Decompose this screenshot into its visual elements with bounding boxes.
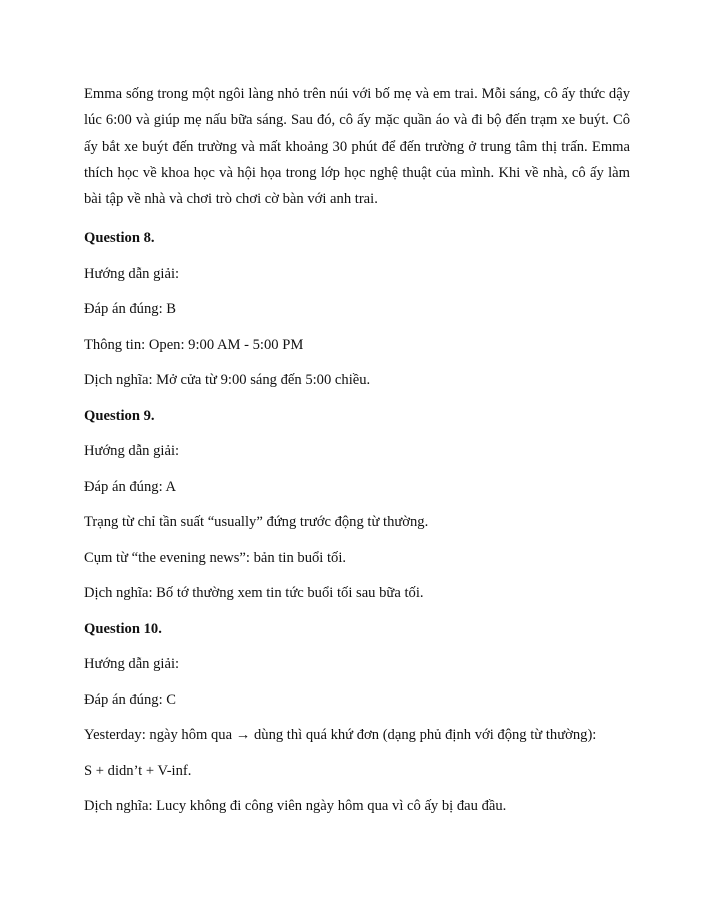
question-10-note-tense: Yesterday: ngày hôm qua → dùng thì quá khứ đơn (dạng phủ định với động từ thường): [84, 727, 597, 744]
question-10-translation: Dịch nghĩa: Lucy không đi công viên ngày hôm qua vì cô ấy bị đau đầu. [84, 798, 507, 815]
question-8-info: Thông tin: Open: 9:00 AM - 5:00 PM [84, 336, 304, 353]
question-10-note-formula: S + didn’t + V-inf. [84, 762, 192, 779]
question-10-guide: Hướng dẫn giải: [84, 656, 180, 673]
question-8-translation: Dịch nghĩa: Mở cửa từ 9:00 sáng đến 5:00 chiều. [84, 372, 371, 389]
question-9-translation: Dịch nghĩa: Bố tớ thường xem tin tức buổi tối sau bữa tối. [84, 585, 424, 602]
question-10-answer: Đáp án đúng: C [84, 691, 177, 708]
question-9-note-adverb: Trạng từ chỉ tần suất “usually” đứng trước động từ thường. [84, 514, 429, 531]
question-9-guide: Hướng dẫn giải: [84, 443, 180, 460]
question-10-heading: Question 10. [84, 620, 162, 637]
question-8-answer: Đáp án đúng: B [84, 301, 177, 318]
question-8-guide: Hướng dẫn giải: [84, 265, 180, 282]
question-9-heading: Question 9. [84, 407, 155, 424]
question-9-answer: Đáp án đúng: A [84, 478, 177, 495]
passage-translation: Emma sống trong một ngôi làng nhỏ trên núi với bố mẹ và em trai. Mỗi sáng, cô ấy thức dậy lúc 6:00 và giúp mẹ nấu bữa sáng. Sau đó, cô ấy mặc quần áo và đi bộ đến trạm xe buýt. Cô ấy bắt xe buýt đến trường và mất khoảng 30 phút để đến trường ở trung tâm thị trấn. Emma thích học về khoa học và hội họa trong lớp học nghệ thuật của mình. Khi về nhà, cô ấy làm bài tập về nhà và chơi trò chơi cờ bàn với anh trai. [84, 86, 630, 208]
question-8-heading: Question 8. [84, 230, 155, 247]
question-9-note-phrase: Cụm từ “the evening news”: bản tin buổi tối. [84, 549, 347, 566]
